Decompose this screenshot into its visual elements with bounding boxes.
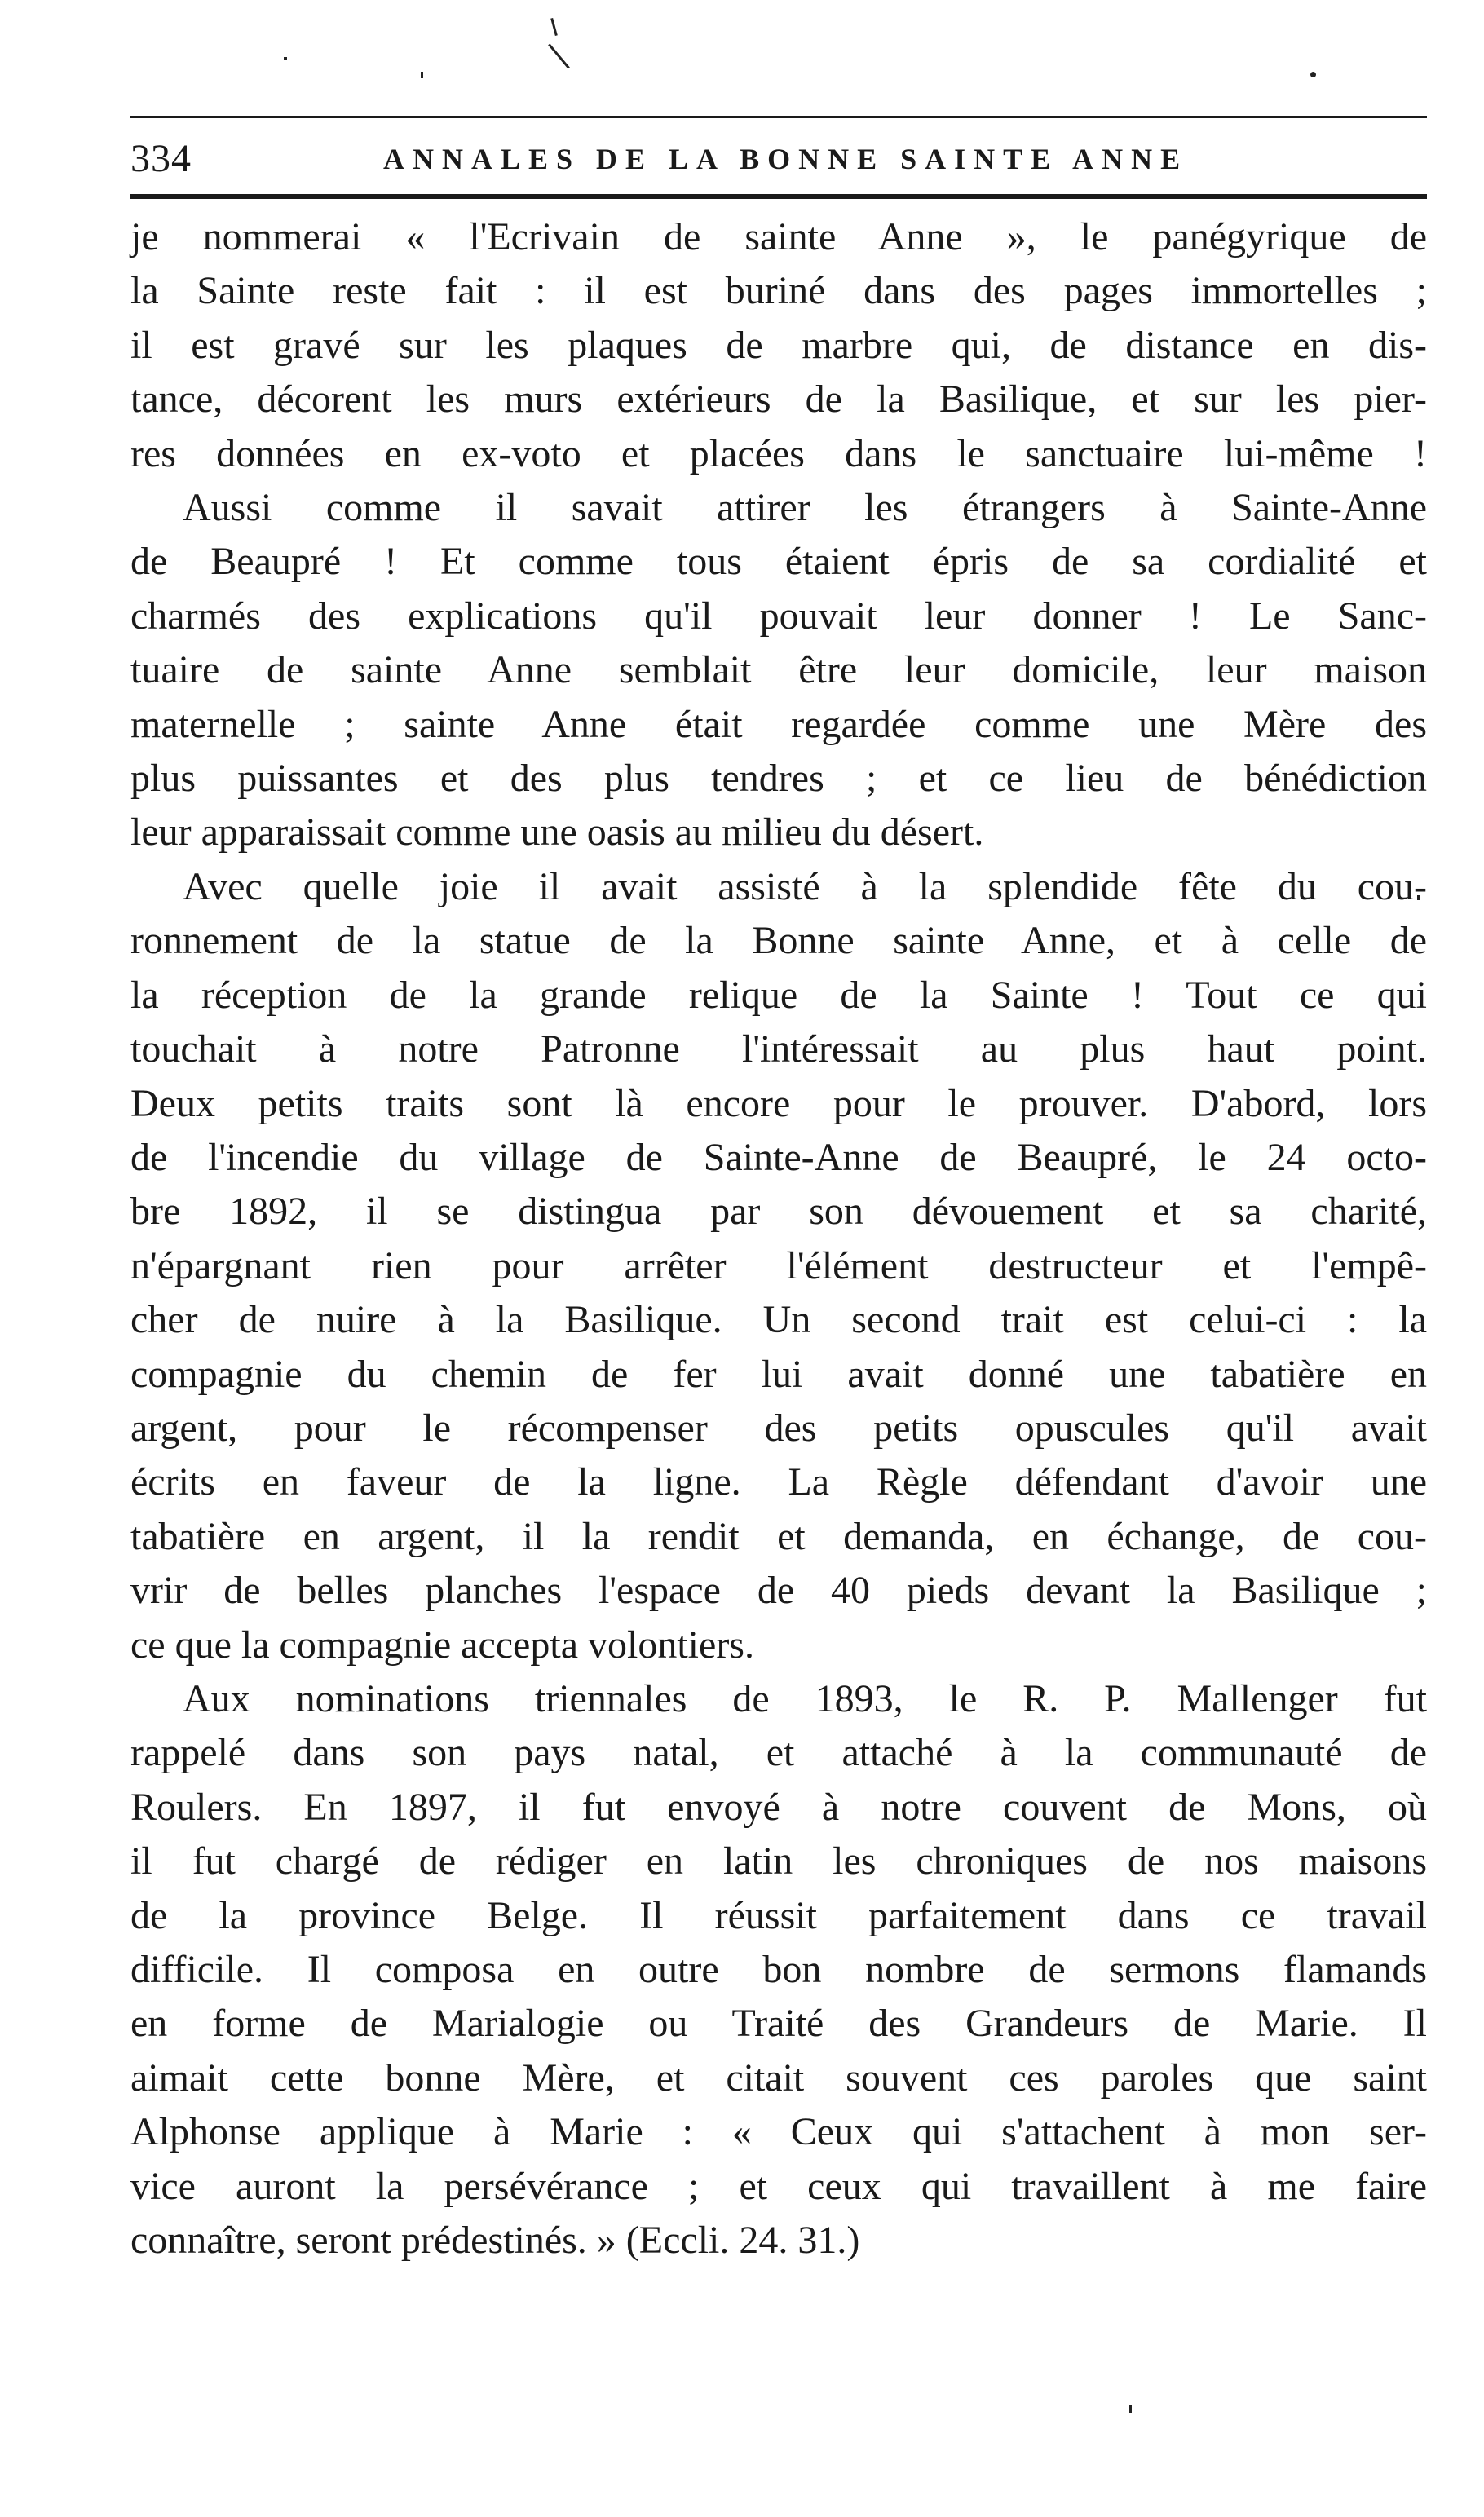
text-line: leur apparaissait comme une oasis au milieu du désert. (130, 810, 984, 854)
text-line: tuaire de sainte Anne semblait être leur domicile, leur maison (130, 648, 1427, 692)
text-line: de l'incendie du village de Sainte-Anne de Beaupré, le 24 octo- (130, 1135, 1427, 1179)
text-line: la Sainte reste fait : il est buriné dans des pages immortelles ; (130, 269, 1427, 313)
body-text (130, 210, 1427, 2268)
text-line: n'épargnant rien pour arrêter l'élément destructeur et l'empê- (130, 1243, 1427, 1287)
text-line: de la province Belge. Il réussit parfaitement dans ce travail (130, 1893, 1427, 1937)
text-line: je nommerai « l'Ecrivain de sainte Anne », le panégyrique de (130, 215, 1427, 258)
header-rule-bottom (130, 194, 1427, 199)
text-line: compagnie du chemin de fer lui avait donné une tabatière en (130, 1352, 1427, 1396)
text-line: charmés des explications qu'il pouvait leur donner ! Le Sanc- (130, 594, 1427, 638)
text-line: difficile. Il composa en outre bon nombre de sermons flamands (130, 1948, 1427, 1991)
text-line: Aussi comme il savait attirer les étrangers à Sainte-Anne (183, 486, 1427, 530)
text-line: vice auront la persévérance ; et ceux qui travaillent à me faire (130, 2164, 1427, 2208)
text-line: plus puissantes et des plus tendres ; et ce lieu de bénédiction (130, 757, 1427, 801)
text-line: cher de nuire à la Basilique. Un second trait est celui-ci : la (130, 1298, 1427, 1342)
text-line: de Beaupré ! Et comme tous étaient épris de sa cordialité et (130, 540, 1427, 584)
text-line: connaître, seront prédestinés. » (Eccli. 24. 31.) (130, 2219, 860, 2263)
text-line: Alphonse applique à Marie : « Ceux qui s'attachent à mon ser- (130, 2110, 1427, 2154)
text-line: bre 1892, il se distingua par son dévouement et sa charité, (130, 1190, 1427, 1234)
header-rule-top (130, 116, 1427, 118)
text-line: écrits en faveur de la ligne. La Règle défendant d'avoir une (130, 1460, 1427, 1504)
text-line: touchait à notre Patronne l'intéressait au plus haut point. (130, 1027, 1427, 1071)
text-line: Deux petits traits sont là encore pour le prouver. D'abord, lors (130, 1081, 1427, 1125)
text-line: vrir de belles planches l'espace de 40 pieds devant la Basilique ; (130, 1569, 1427, 1613)
text-line: argent, pour le récompenser des petits opuscules qu'il avait (130, 1406, 1427, 1450)
text-line: res données en ex-voto et placées dans le sanctuaire lui-même ! (130, 431, 1427, 475)
text-line: en forme de Marialogie ou Traité des Grandeurs de Marie. Il (130, 2002, 1427, 2046)
text-line: aimait cette bonne Mère, et citait souvent ces paroles que saint (130, 2056, 1427, 2100)
text-line: il fut chargé de rédiger en latin les chroniques de nos maisons (130, 1839, 1427, 1883)
text-line: tance, décorent les murs extérieurs de la Basilique, et sur les pier- (130, 378, 1427, 422)
text-line: Avec quelle joie il avait assisté à la splendide fête du cou- (183, 864, 1427, 908)
text-line: la réception de la grande relique de la Sainte ! Tout ce qui (130, 973, 1427, 1017)
page-number: 334 (130, 137, 192, 180)
running-title: ANNALES DE LA BONNE SAINTE ANNE (383, 143, 1189, 175)
text-line: maternelle ; sainte Anne était regardée comme une Mère des (130, 702, 1427, 746)
text-line: il est gravé sur les plaques de marbre qui, de distance en dis- (130, 323, 1427, 367)
text-line: ronnement de la statue de la Bonne sainte Anne, et à celle de (130, 919, 1427, 963)
text-line: ce que la compagnie accepta volontiers. (130, 1623, 754, 1667)
text-line: tabatière en argent, il la rendit et demanda, en échange, de cou- (130, 1514, 1427, 1558)
text-line: rappelé dans son pays natal, et attaché à la communauté de (130, 1731, 1427, 1775)
text-line: Aux nominations triennales de 1893, le R. P. Mallenger fut (183, 1676, 1427, 1720)
text-line: Roulers. En 1897, il fut envoyé à notre couvent de Mons, où (130, 1785, 1427, 1829)
running-head (130, 130, 1427, 188)
